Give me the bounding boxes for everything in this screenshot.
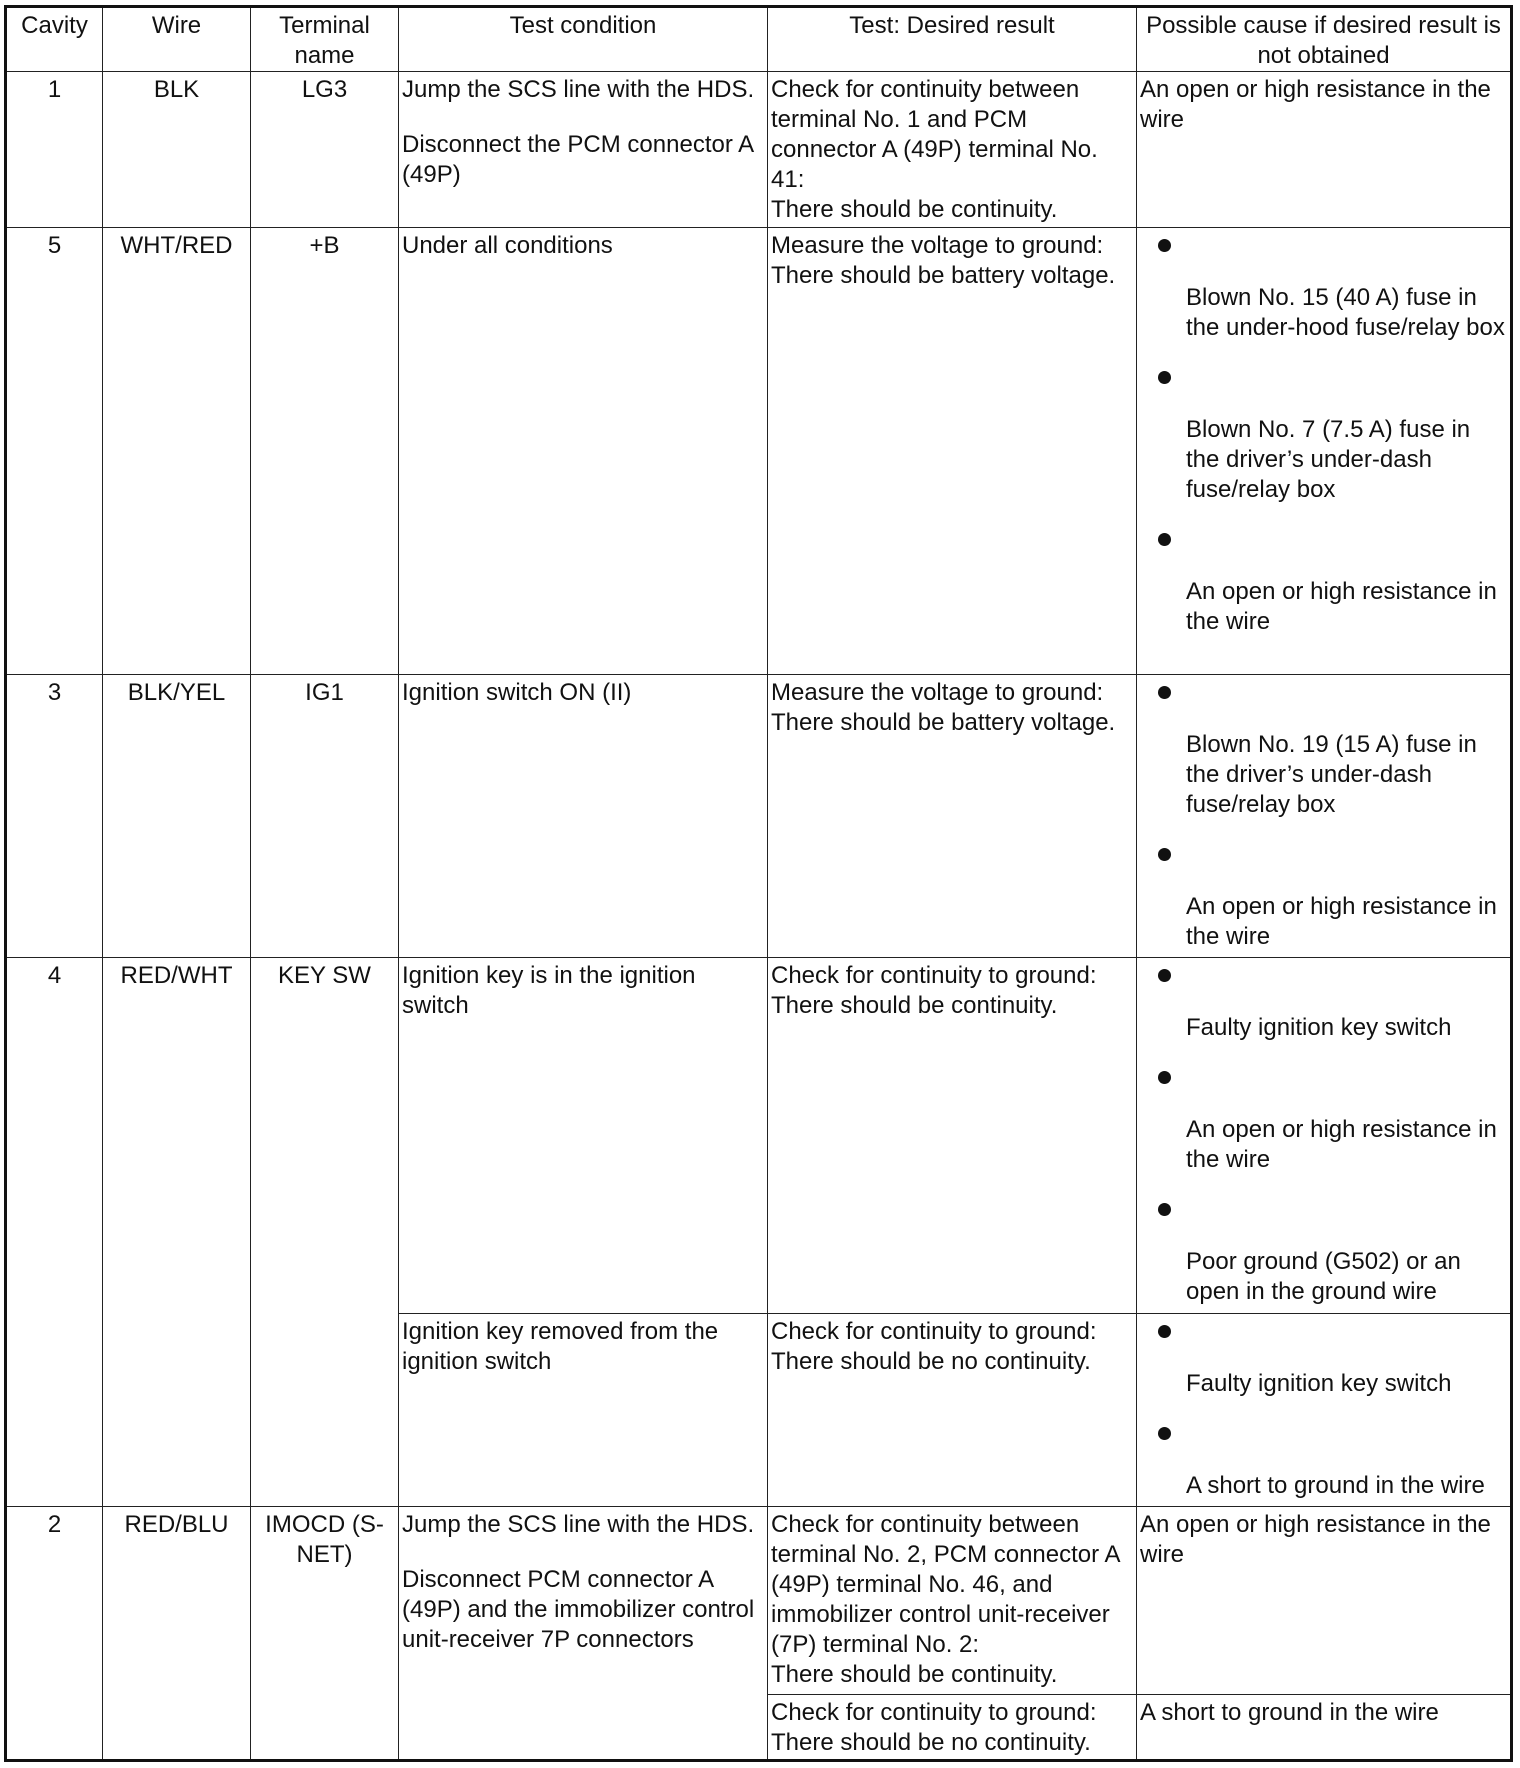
desired-result-cell [768,72,1137,228]
cause-text: Poor ground (G502) or an open in the ground wire [1186,1247,1461,1305]
bullet-icon [1158,1071,1171,1084]
cavity-cell: 2 [6,1506,103,1760]
list-item [1140,1419,1507,1501]
cavity-cell: 3 [6,675,103,957]
cause-text: Blown No. 15 (40 A) fuse in the under-hood fuse/relay box [1186,284,1505,342]
bullet-icon [1158,1427,1171,1440]
cause-text: Faulty ignition key switch [1186,1370,1452,1398]
wire-cell: BLK/YEL [103,675,251,957]
header-possible-cause: Possible cause if desired result is not obtained [1137,7,1512,72]
list-item [1140,1195,1507,1307]
list-item [1140,1063,1507,1175]
header-desired-result: Test: Desired result [768,7,1137,72]
cause-text: Faulty ignition key switch [1186,1013,1452,1041]
desired-result-cell [768,675,1137,957]
wire-cell: BLK [103,72,251,228]
desired-result-cell [768,228,1137,675]
cause-list [1140,231,1507,637]
header-row [6,7,1512,72]
terminal-name-cell: KEY SW [251,957,399,1506]
cause-text: Blown No. 19 (15 A) fuse in the driver’s under-dash fuse/relay box [1186,731,1477,819]
header-test-condition: Test condition [399,7,768,72]
bullet-icon [1158,533,1171,546]
header-cavity: Cavity [6,7,103,72]
terminal-name-cell: +B [251,228,399,675]
connector-test-table [4,5,1513,1762]
table-row [6,957,1512,1314]
possible-cause-cell [1137,1314,1512,1506]
bullet-icon [1158,686,1171,699]
test-condition-cell [399,1506,768,1760]
terminal-name-cell: IG1 [251,675,399,957]
condition-text: Disconnect PCM connector A (49P) and the immobilizer control unit-receiver 7P connectors [402,1565,755,1653]
bullet-icon [1158,848,1171,861]
result-text: There should be continuity. [771,196,1058,224]
header-terminal-name: Terminal name [251,7,399,72]
test-condition-cell: Ignition key removed from the ignition switch [399,1314,768,1506]
desired-result-cell [768,1694,1137,1760]
list-item [1140,840,1507,952]
cause-list [1140,678,1507,952]
cause-text: An open or high resistance in the wire [1186,1115,1497,1173]
result-text: There should be no continuity. [771,1728,1091,1756]
result-text: There should be battery voltage. [771,262,1116,290]
wire-cell: WHT/RED [103,228,251,675]
table-row [6,675,1512,957]
cause-list [1140,1317,1507,1501]
wire-cell: RED/BLU [103,1506,251,1760]
possible-cause-cell: An open or high resistance in the wire [1137,72,1512,228]
result-text: There should be continuity. [771,1660,1058,1688]
test-condition-cell [399,72,768,228]
result-text: Measure the voltage to ground: [771,232,1104,260]
list-item [1140,961,1507,1043]
possible-cause-cell [1137,228,1512,675]
result-text: Check for continuity between terminal No. 1 and PCM connector A (49P) terminal No. 41: [771,76,1098,194]
condition-text: Jump the SCS line with the HDS. [402,76,755,104]
cavity-cell: 1 [6,72,103,228]
bullet-icon [1158,371,1171,384]
possible-cause-cell [1137,957,1512,1314]
test-condition-cell: Ignition switch ON (II) [399,675,768,957]
condition-text: Jump the SCS line with the HDS. [402,1510,755,1538]
table-row [6,1506,1512,1694]
result-text: Check for continuity to ground: [771,1698,1097,1726]
list-item [1140,231,1507,343]
cause-text: Blown No. 7 (7.5 A) fuse in the driver’s under-dash fuse/relay box [1186,416,1471,504]
condition-text: Disconnect the PCM connector A (49P) [402,131,753,189]
possible-cause-cell: An open or high resistance in the wire [1137,1506,1512,1694]
result-text: There should be battery voltage. [771,709,1116,737]
possible-cause-cell [1137,675,1512,957]
result-text: There should be continuity. [771,991,1058,1019]
list-item [1140,363,1507,505]
desired-result-cell [768,1506,1137,1694]
test-condition-cell: Ignition key is in the ignition switch [399,957,768,1314]
desired-result-cell [768,957,1137,1314]
cavity-cell: 5 [6,228,103,675]
cause-list [1140,961,1507,1307]
wire-cell: RED/WHT [103,957,251,1506]
bullet-icon [1158,1325,1171,1338]
bullet-icon [1158,239,1171,252]
cause-text: An open or high resistance in the wire [1186,578,1497,636]
header-wire: Wire [103,7,251,72]
table-row [6,228,1512,675]
terminal-name-cell: IMOCD (S-NET) [251,1506,399,1760]
result-text: There should be no continuity. [771,1348,1091,1376]
result-text: Check for continuity to ground: [771,1318,1097,1346]
list-item [1140,525,1507,637]
terminal-name-cell: LG3 [251,72,399,228]
desired-result-cell [768,1314,1137,1506]
cause-text: A short to ground in the wire [1186,1472,1485,1500]
result-text: Check for continuity between terminal No. 2, PCM connector A (49P) terminal No. 46, and immobilizer control unit-receiver (7P) terminal No. 2: [771,1510,1120,1658]
cause-text: An open or high resistance in the wire [1186,893,1497,951]
cavity-cell: 4 [6,957,103,1506]
possible-cause-cell: A short to ground in the wire [1137,1694,1512,1760]
list-item [1140,678,1507,820]
list-item [1140,1317,1507,1399]
bullet-icon [1158,1203,1171,1216]
result-text: Measure the voltage to ground: [771,679,1104,707]
bullet-icon [1158,969,1171,982]
test-condition-cell: Under all conditions [399,228,768,675]
result-text: Check for continuity to ground: [771,961,1097,989]
table-row [6,72,1512,228]
